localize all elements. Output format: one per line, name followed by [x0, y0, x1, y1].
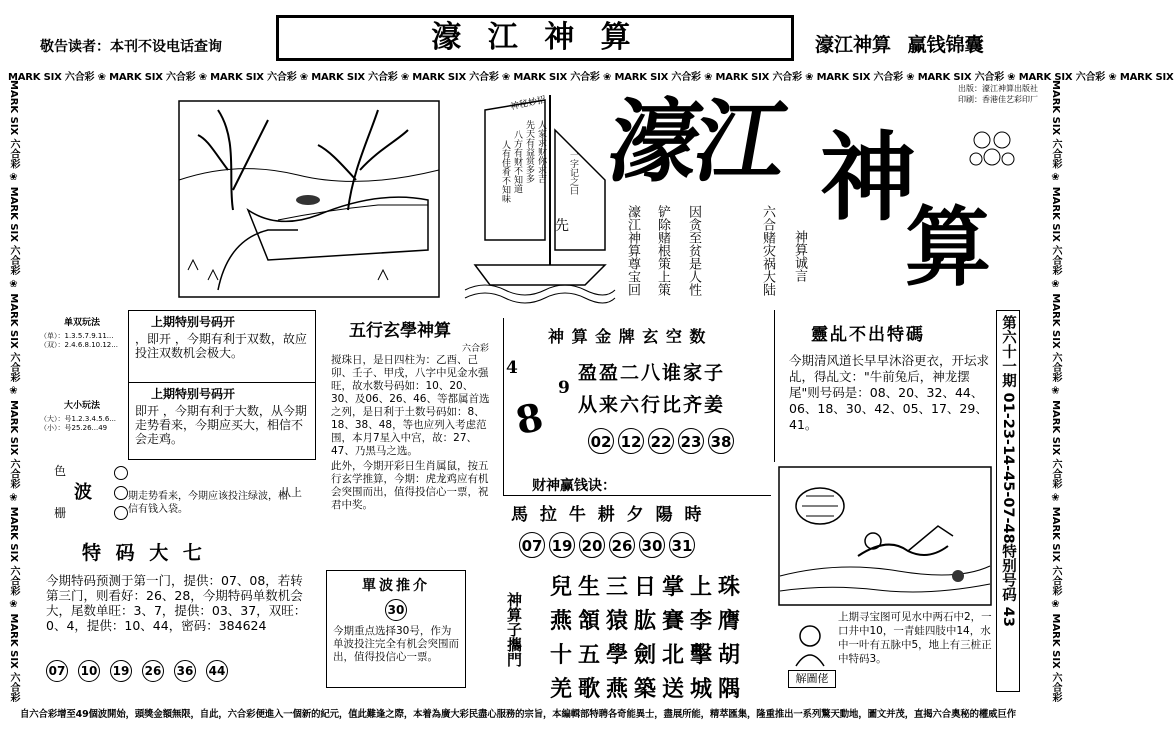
rich-box	[503, 496, 771, 564]
spirit-box	[774, 310, 996, 462]
period-box	[996, 310, 1020, 692]
gold-number-box	[503, 318, 771, 496]
decoder-label-box	[788, 670, 836, 688]
landscape-illustration	[178, 100, 440, 298]
gold-ball: 38	[708, 428, 734, 454]
color-wave-text: 期走势看来，今期应该投注绿波，相信有钱入袋。	[128, 491, 288, 515]
flower-ornament-icon	[962, 125, 1022, 175]
wave-circle-icon-2	[114, 486, 128, 500]
single-wave-box	[326, 570, 466, 688]
period-text: 第六十一期 01-23-14-45-07-48特别号码 43	[1000, 315, 1016, 627]
decoder-label: 解圖佬	[795, 672, 829, 685]
wave-circle-icon-3	[114, 506, 128, 520]
poem-row-3: 十五學劍北擊胡	[550, 642, 747, 668]
gold-ball: 23	[678, 428, 704, 454]
poem-row-4: 羌歌燕築送城隅	[550, 676, 747, 702]
single-wave-ball: 30	[385, 599, 407, 621]
spirit-text: 今期清风道长早早沐浴更衣，开坛求乩，得乩文："牛前兔后，神龙摆尾"则号码是：08、20、32、44、06、18、30、42、05、17、29、41。	[789, 353, 990, 432]
prev-special-big-text: 即开 ，今期有利于大数，从今期走势看来，今期应买大，相信不会走鸡。	[135, 404, 307, 446]
special-code-box	[40, 532, 316, 690]
left-strip-text: MARK SIX 六合彩 ❀ MARK SIX 六合彩 ❀ MARK SIX 六合彩 ❀ MARK SIX 六合彩 ❀ MARK SIX 六合彩 ❀ MARK SIX 六合彩	[8, 80, 19, 703]
rich-ball: 19	[549, 532, 575, 558]
wuxing-text: 搅珠日，是日四柱为：乙酉、己卯、壬子、甲戌，八字中见金水强旺，故水数号码如：10、20、30、及06、26、46、等都属首选之列，是日利于土数号码如：8、18、38、48，等也应列入考虑范围，本月7星入中宫，故：27、47、乃黑马之选。	[331, 354, 490, 457]
rich-balls	[519, 532, 699, 558]
spirit-title: 靈乩不出特碼	[811, 325, 925, 345]
color-wave-box	[40, 460, 316, 530]
gold-ball: 22	[648, 428, 674, 454]
masthead-title: 濠 江 神 算	[431, 20, 639, 55]
big-small-rules-text: （大）：号1.2.3.4.5.6... （小）：号25.26...49	[40, 415, 117, 432]
rich-line: 馬 拉 牛 耕 夕 陽 時	[511, 505, 705, 525]
gold-line-1: 盈盈二八谁家子	[578, 362, 726, 384]
odd-even-rules-title: 单双玩法	[63, 318, 100, 328]
prev-special-odd-box	[128, 310, 316, 386]
right-marksix-strip	[1048, 80, 1068, 703]
rich-ball: 30	[639, 532, 665, 558]
wave-circle-icon-1	[114, 466, 128, 480]
poem-side-label: 神算子攜門	[505, 592, 523, 667]
sail-text-4: 人有佳肴不知味	[500, 140, 510, 203]
decoder-man-icon	[790, 622, 830, 668]
special-code-title: 特 码 大 七	[82, 542, 206, 564]
rich-ball: 26	[609, 532, 635, 558]
wuxing-tag: 六合彩	[461, 344, 489, 354]
single-wave-title: 單波推介	[362, 578, 430, 594]
sail-flag: 神秘妙招	[509, 95, 547, 113]
publisher-line2: 印刷：香港佳艺彩印厂	[958, 95, 1038, 104]
rich-ball: 20	[579, 532, 605, 558]
wuxing-text-2: 此外，今期开彩日生肖属鼠，按五行玄学推算，今期：虎龙鸡应有机会突围而出，值得投信心一票，祝君中奖。	[331, 460, 489, 511]
header-slogan: 濠江神算 赢钱锦囊	[815, 34, 984, 56]
color-wave-label-3: 栅	[54, 506, 67, 520]
verse-col-3: 因贪至贫是人性	[686, 205, 701, 296]
wuxing-title: 五行玄學神算	[349, 321, 451, 341]
top-marksix-strip: MARK SIX 六合彩 ❀ MARK SIX 六合彩 ❀ MARK SIX 六合彩 ❀ MARK SIX 六合彩 ❀ MARK SIX 六合彩 ❀ MARK SIX 六合彩 ❀ MARK SIX 六合彩 ❀ MARK SIX 六合彩 ❀ MARK SIX 六合彩 ❀ MARK SIX 六合彩 ❀ MARK SIX 六合彩 ❀ MARK SIX	[8, 72, 1174, 83]
verse-col-5: 神算诚言	[792, 230, 807, 282]
prev-special-odd-text: ，即开 ，今期有利于双数，故应投注双数机会极大。	[135, 332, 307, 360]
special-code-balls	[46, 660, 238, 682]
prev-special-odd-title: 上期特别号码开	[151, 315, 236, 329]
special-ball: 10	[78, 660, 100, 682]
big-small-rules-title: 大小玩法	[63, 401, 100, 411]
odd-even-rules-box	[40, 315, 124, 375]
special-ball: 07	[46, 660, 68, 682]
reader-notice: 敬告读者：本刊不设电话查询	[40, 39, 222, 55]
special-ball: 26	[142, 660, 164, 682]
verse-col-1: 濠江神算尊宝回	[625, 205, 640, 296]
verse-col-4: 六合赌灾祸大陆	[760, 205, 775, 296]
poem-row-1: 兒生三日掌上珠	[550, 574, 747, 600]
footer-text: 自六合彩增至49個波開始，頭獎金額無限，自此，六合彩便進入一個新的紀元，值此難逢之際，本着為廣大彩民盡心服務的宗旨，本編輯部特聘各奇能異士，盡展所能，精萃匯集，隆重推出一系列驚天動地，圖文并茂，直揭六合奧秘的權威巨作	[20, 709, 1017, 720]
special-ball: 19	[110, 660, 132, 682]
big-title-jiang: 濠江	[600, 89, 792, 195]
treasure-illustration	[778, 466, 992, 606]
rich-ball: 31	[669, 532, 695, 558]
gold-ball: 12	[618, 428, 644, 454]
color-wave-label-2: 波	[74, 482, 92, 503]
wuxing-box	[323, 310, 495, 568]
rich-ball: 07	[519, 532, 545, 558]
single-wave-text: 今期重点选择30号，作为单波投注完全有机会突围而出，值得投信心一票。	[333, 625, 459, 663]
gold-title: 神 算 金 牌 玄 空 数	[548, 327, 707, 346]
big-small-rules-box	[40, 398, 124, 458]
big-title-suan: 算	[905, 197, 991, 298]
prev-special-big-title: 上期特别号码开	[151, 387, 236, 401]
rich-title: 财神赢钱诀：	[532, 478, 616, 494]
left-marksix-strip	[6, 80, 26, 703]
big-title-shen: 神	[820, 121, 916, 234]
gold-scribble: 8	[511, 393, 547, 444]
gold-balls	[588, 428, 738, 454]
gold-num-2: 9	[558, 378, 570, 398]
special-code-text: 今期特码预测于第一门，提供：07、08，若转第三门，则看好：26、28，今期特码单数机会大，尾数单旺：3、7，提供：03、37，双旺：0、4，提供：10、44，密码：384624	[46, 573, 307, 633]
masthead-title-box	[276, 15, 794, 61]
sail-right-text: 一字记之曰	[568, 150, 578, 195]
poem-block	[550, 570, 746, 706]
sail-text-1: 人家求财你求吉	[536, 120, 546, 183]
sail-right-char: 先	[555, 218, 569, 234]
publisher-line1: 出版：濠江神算出版社	[958, 84, 1038, 93]
color-wave-side: 从上	[280, 486, 302, 499]
sail-text-3: 八方有财不知道	[512, 130, 522, 193]
gold-ball: 02	[588, 428, 614, 454]
gold-line-2: 从来六行比齐姜	[578, 394, 726, 416]
sail-text-2: 先天有益赏多多	[524, 120, 534, 183]
color-wave-label-1: 色	[54, 464, 67, 478]
treasure-text: 上期寻宝图可见水中两石中2，一口井中10，一青蛙四肢中14，水中一叶有五脉中5，地上有三桩正中特码3。	[838, 611, 992, 665]
verse-col-2: 铲除赌根策上策	[655, 205, 670, 296]
prev-special-big-box	[128, 382, 316, 460]
special-ball: 36	[174, 660, 196, 682]
gold-num-1: 4	[506, 358, 518, 378]
poem-row-2: 燕頷猿肱賽李膺	[550, 608, 747, 634]
special-ball: 44	[206, 660, 228, 682]
right-strip-text: MARK SIX 六合彩 ❀ MARK SIX 六合彩 ❀ MARK SIX 六合彩 ❀ MARK SIX 六合彩 ❀ MARK SIX 六合彩 ❀ MARK SIX 六合彩	[1050, 80, 1061, 703]
odd-even-rules-text: （单）：1.3.5.7.9.11... （双）：2.4.6.8.10.12...	[40, 332, 118, 349]
